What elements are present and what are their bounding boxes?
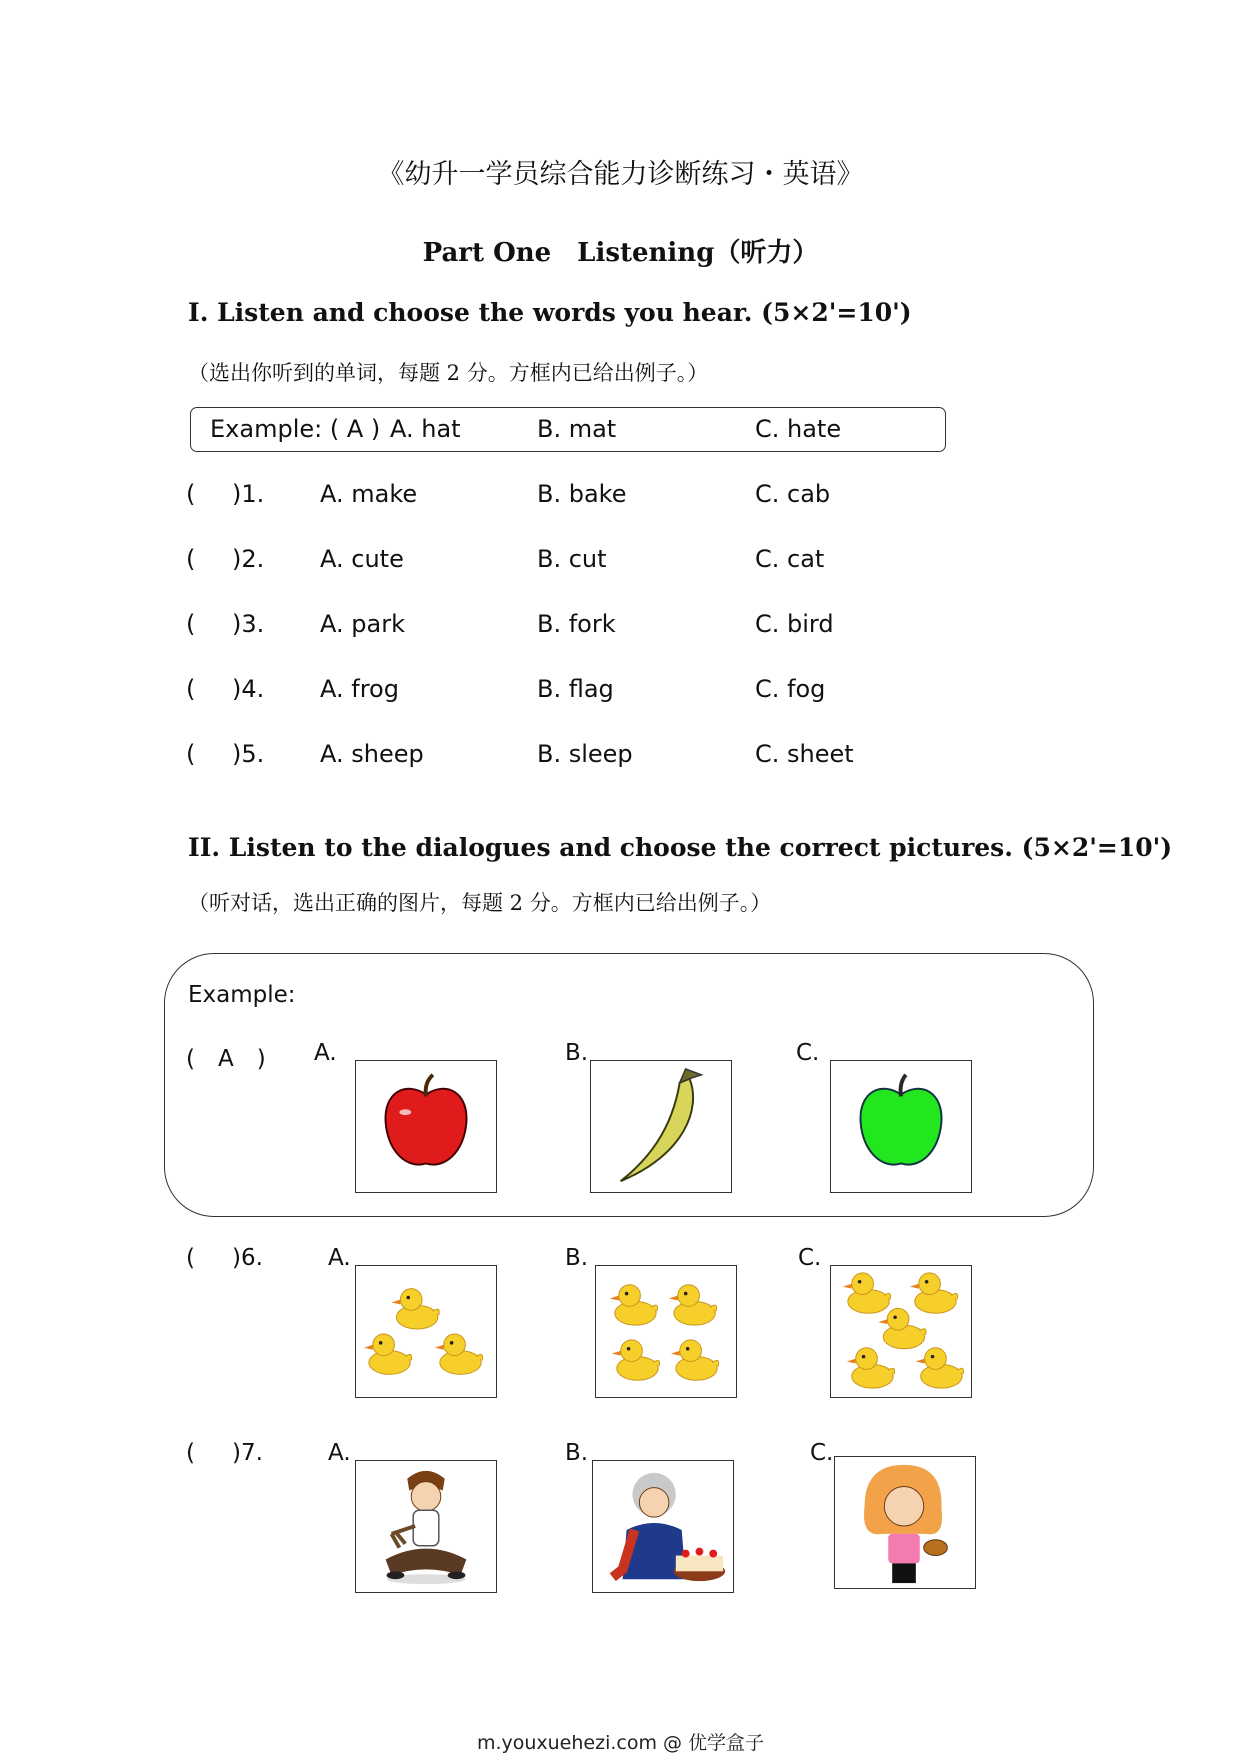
footer-watermark: m.youxuehezi.com @ 优学盒子: [476, 1732, 765, 1754]
option-a-label: A.: [328, 1245, 351, 1271]
question-number: )3.: [232, 610, 265, 638]
option-a: A. cute: [320, 545, 404, 573]
green-apple-image: [830, 1060, 972, 1193]
example-label: Example:: [188, 982, 296, 1008]
option-a: A. make: [320, 480, 418, 508]
question-number: )6.: [232, 1245, 263, 1271]
question-number: )1.: [232, 480, 265, 508]
option-c-label: C.: [810, 1440, 834, 1466]
example-option-b: B. mat: [537, 415, 617, 443]
banana-image: [590, 1060, 732, 1193]
girl-with-pie-image: [834, 1456, 976, 1589]
section1-note: （选出你听到的单词，每题 2 分。方框内已给出例子。）: [188, 361, 709, 385]
option-c: C. cat: [755, 545, 825, 573]
answer-paren[interactable]: (: [186, 480, 196, 508]
five-ducks-image: [830, 1265, 972, 1398]
question-number: )5.: [232, 740, 265, 768]
answer-paren[interactable]: (: [186, 675, 196, 703]
option-a: A. park: [320, 610, 405, 638]
option-c: C. cab: [755, 480, 831, 508]
answer-paren[interactable]: (: [186, 1245, 195, 1271]
four-ducks-image: [595, 1265, 737, 1398]
answer-paren[interactable]: (: [186, 610, 196, 638]
option-b: B. fork: [537, 610, 616, 638]
question-number: )4.: [232, 675, 265, 703]
option-a-label: A.: [328, 1440, 351, 1466]
option-a: A. frog: [320, 675, 399, 703]
option-c-label: C.: [798, 1245, 822, 1271]
option-b-label: B.: [565, 1040, 589, 1066]
example-option-a: A. hat: [390, 415, 461, 443]
grandma-with-cake-image: [592, 1460, 734, 1593]
answer-paren[interactable]: (: [186, 740, 196, 768]
option-c: C. sheet: [755, 740, 854, 768]
option-a-label: A.: [314, 1040, 337, 1066]
example-answer: ( A ): [186, 1046, 266, 1072]
option-b: B. cut: [537, 545, 607, 573]
option-b: B. bake: [537, 480, 627, 508]
example-option-c: C. hate: [755, 415, 842, 443]
section1-title: I. Listen and choose the words you hear. (5×2'=10'): [188, 298, 912, 327]
option-b: B. flag: [537, 675, 614, 703]
part-title: Part One Listening（听力）: [422, 238, 819, 268]
red-apple-image: [355, 1060, 497, 1193]
three-ducks-image: [355, 1265, 497, 1398]
boy-with-slingshot-image: [355, 1460, 497, 1593]
option-b: B. sleep: [537, 740, 633, 768]
option-b-label: B.: [565, 1245, 589, 1271]
answer-paren[interactable]: (: [186, 545, 196, 573]
question-number: )7.: [232, 1440, 263, 1466]
option-c: C. fog: [755, 675, 826, 703]
section2-note: （听对话，选出正确的图片，每题 2 分。方框内已给出例子。）: [188, 891, 772, 915]
example-label: Example: ( A ): [210, 415, 381, 443]
option-c-label: C.: [796, 1040, 820, 1066]
section2-title: II. Listen to the dialogues and choose the correct pictures. (5×2'=10'): [188, 833, 1173, 862]
option-c: C. bird: [755, 610, 834, 638]
option-b-label: B.: [565, 1440, 589, 1466]
page-title: 《幼升一学员综合能力诊断练习・英语》: [377, 159, 864, 190]
option-a: A. sheep: [320, 740, 424, 768]
question-number: )2.: [232, 545, 265, 573]
answer-paren[interactable]: (: [186, 1440, 195, 1466]
